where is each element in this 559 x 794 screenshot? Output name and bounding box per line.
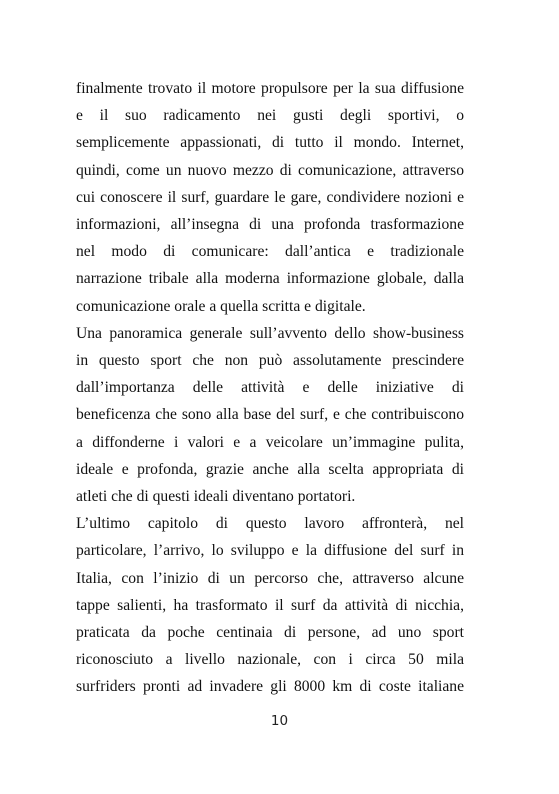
text-line: riconosciuto a livello nazionale, con i circa 50 mila (76, 651, 464, 669)
text-line: in questo sport che non può assolutamente prescindere (76, 352, 464, 370)
text-line: atleti che di questi ideali diventano portatori. (76, 488, 356, 506)
text-line: nel modo di comunicare: dall’antica e tradizionale (76, 243, 464, 261)
text-line: informazioni, all’insegna di una profonda trasformazione (76, 216, 464, 234)
text-line: tappe salienti, ha trasformato il surf da attività di nicchia, (76, 596, 464, 614)
text-line: dall’importanza delle attività e delle iniziative di (76, 379, 464, 397)
text-line: semplicemente appassionati, di tutto il mondo. Internet, (76, 134, 464, 152)
text-line: cui conoscere il surf, guardare le gare, condividere nozioni e (76, 188, 464, 206)
paragraph-3 (76, 510, 464, 700)
text-line: quindi, come un nuovo mezzo di comunicazione, attraverso (76, 161, 464, 179)
text-line: Italia, con l’inizio di un percorso che, attraverso alcune (76, 569, 464, 587)
text-line: surfriders pronti ad invadere gli 8000 km di coste italiane (76, 678, 464, 696)
text-line: a diffonderne i valori e a veicolare un’immagine pulita, (76, 433, 464, 451)
text-line: narrazione tribale alla moderna informazione globale, dalla (76, 270, 464, 288)
text-line: Una panoramica generale sull’avvento dello show-business (76, 324, 464, 342)
text-line: L’ultimo capitolo di questo lavoro affronterà, nel (76, 515, 464, 533)
text-line: beneficenza che sono alla base del surf, e che contribuiscono (76, 406, 464, 424)
text-line: ideale e profonda, grazie anche alla scelta appropriata di (76, 460, 464, 478)
text-line: e il suo radicamento nei gusti degli sportivi, o (76, 107, 464, 125)
text-line: particolare, l’arrivo, lo sviluppo e la diffusione del surf in (76, 542, 464, 560)
text-line: comunicazione orale a quella scritta e digitale. (76, 297, 366, 315)
paragraph-1 (76, 75, 464, 320)
paragraph-2 (76, 320, 464, 510)
body-text (76, 75, 464, 701)
text-line: praticata da poche centinaia di persone, ad uno sport (76, 624, 464, 642)
text-line: finalmente trovato il motore propulsore per la sua diffusione (76, 80, 464, 97)
page-number: 10 (270, 713, 289, 729)
